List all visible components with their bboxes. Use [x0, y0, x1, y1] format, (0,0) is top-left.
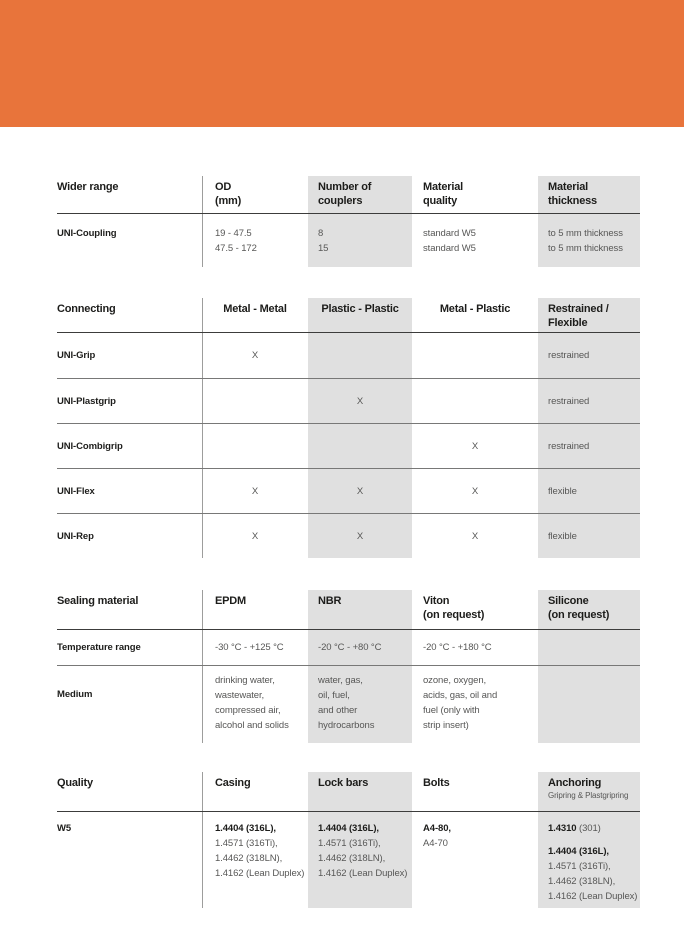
cell-viton-temp: -20 °C - +180 °C [423, 642, 492, 653]
row-label: Medium [57, 689, 93, 700]
row-label: UNI-Coupling [57, 228, 117, 239]
cell-epdm-medium: drinking water, wastewater, compressed air, alcohol and solids [215, 675, 289, 731]
cell-bolts: A4-80, A4-70 [423, 823, 451, 849]
table-wider-range [57, 176, 640, 267]
cell-thickness: to 5 mm thickness to 5 mm thickness [548, 228, 623, 254]
table-title: Wider range [57, 181, 119, 193]
row-label: UNI-Combigrip [57, 440, 123, 452]
col-header-quality: Material quality [423, 181, 463, 207]
row-label: UNI-Flex [57, 485, 95, 497]
table-row [57, 468, 640, 513]
cell-metal-metal: X [251, 485, 259, 497]
cell-od: 19 - 47.5 47.5 - 172 [215, 228, 257, 254]
cell-couplers: 8 15 [318, 228, 329, 254]
table-title: Quality [57, 777, 93, 789]
col-header-nbr: NBR [318, 595, 342, 607]
col-header-od: OD (mm) [215, 181, 242, 207]
cell-plastic-plastic: X [356, 530, 364, 542]
col-header-viton: Viton (on request) [423, 595, 485, 621]
col-header-silicone: Silicone (on request) [548, 595, 610, 621]
table-connecting [57, 298, 640, 558]
table-connecting-header [57, 298, 640, 333]
cell-restrained-flexible: restrained [548, 440, 590, 452]
row-label: UNI-Plastgrip [57, 395, 116, 407]
cell-plastic-plastic: X [356, 395, 364, 407]
col-header-anchoring-subtitle: Gripring & Plastgripring [548, 791, 629, 800]
row-label: Temperature range [57, 642, 141, 653]
col-header-couplers: Number of couplers [318, 181, 372, 207]
col-header-epdm: EPDM [215, 595, 246, 607]
cell-metal-plastic: X [471, 485, 479, 497]
cell-restrained-flexible: flexible [548, 485, 577, 497]
table-row-medium [57, 665, 640, 743]
cell-metal-metal: X [251, 530, 259, 542]
col-header-casing: Casing [215, 777, 251, 789]
cell-lockbars: 1.4404 (316L), 1.4571 (316Ti), 1.4462 (318LN), 1.4162 (Lean Duplex) [318, 823, 408, 879]
table-row [57, 378, 640, 423]
col-header-thickness: Material thickness [548, 181, 597, 207]
row-label: UNI-Rep [57, 530, 94, 542]
col-header-lockbars: Lock bars [318, 777, 369, 789]
table-row [57, 423, 640, 468]
cell-restrained-flexible: restrained [548, 350, 590, 361]
row-label: W5 [57, 823, 72, 834]
col-header-metal-metal: Metal - Metal [223, 303, 287, 315]
table-row-temperature [57, 630, 640, 665]
cell-plastic-plastic: X [356, 485, 364, 497]
table-wider-range-header [57, 176, 640, 214]
col-header-restrained-flexible: Restrained / Flexible [548, 303, 609, 329]
cell-silicone-medium [538, 666, 640, 743]
table-title: Sealing material [57, 595, 139, 607]
cell-nbr-temp: -20 °C - +80 °C [318, 642, 382, 653]
col-header-bolts: Bolts [423, 777, 450, 789]
cell-nbr-medium: water, gas, oil, fuel, and other hydrocarbons [318, 675, 375, 731]
orange-banner [0, 0, 684, 127]
cell-viton-medium: ozone, oxygen, acids, gas, oil and fuel (only with strip insert) [423, 675, 498, 731]
table-row [57, 513, 640, 558]
table-sealing-header [57, 590, 640, 630]
cell-casing: 1.4404 (316L), 1.4571 (316Ti), 1.4462 (318LN), 1.4162 (Lean Duplex) [215, 823, 305, 879]
cell-epdm-temp: -30 °C - +125 °C [215, 642, 284, 653]
table-sealing-material [57, 590, 640, 743]
col-header-metal-plastic: Metal - Plastic [439, 303, 511, 315]
cell-metal-metal: X [251, 350, 259, 361]
col-header-plastic-plastic: Plastic - Plastic [321, 303, 399, 315]
cell-metal-plastic: X [471, 530, 479, 542]
cell-quality: standard W5 standard W5 [423, 228, 476, 254]
row-label: UNI-Grip [57, 350, 96, 361]
cell-restrained-flexible: restrained [548, 395, 590, 407]
table-title: Connecting [57, 303, 116, 315]
table-quality [57, 772, 640, 908]
cell-restrained-flexible: flexible [548, 530, 577, 542]
table-row [57, 333, 640, 378]
table-quality-header [57, 772, 640, 812]
cell-metal-plastic: X [471, 440, 479, 452]
col-header-anchoring: Anchoring Gripring & Plastgripring [538, 772, 640, 811]
table-row [57, 812, 640, 908]
table-row [57, 214, 640, 267]
cell-anchoring: 1.4310 (301) 1.4404 (316L), 1.4571 (316Ti), 1.4462 (318LN), 1.4162 (Lean Duplex) [548, 823, 638, 902]
